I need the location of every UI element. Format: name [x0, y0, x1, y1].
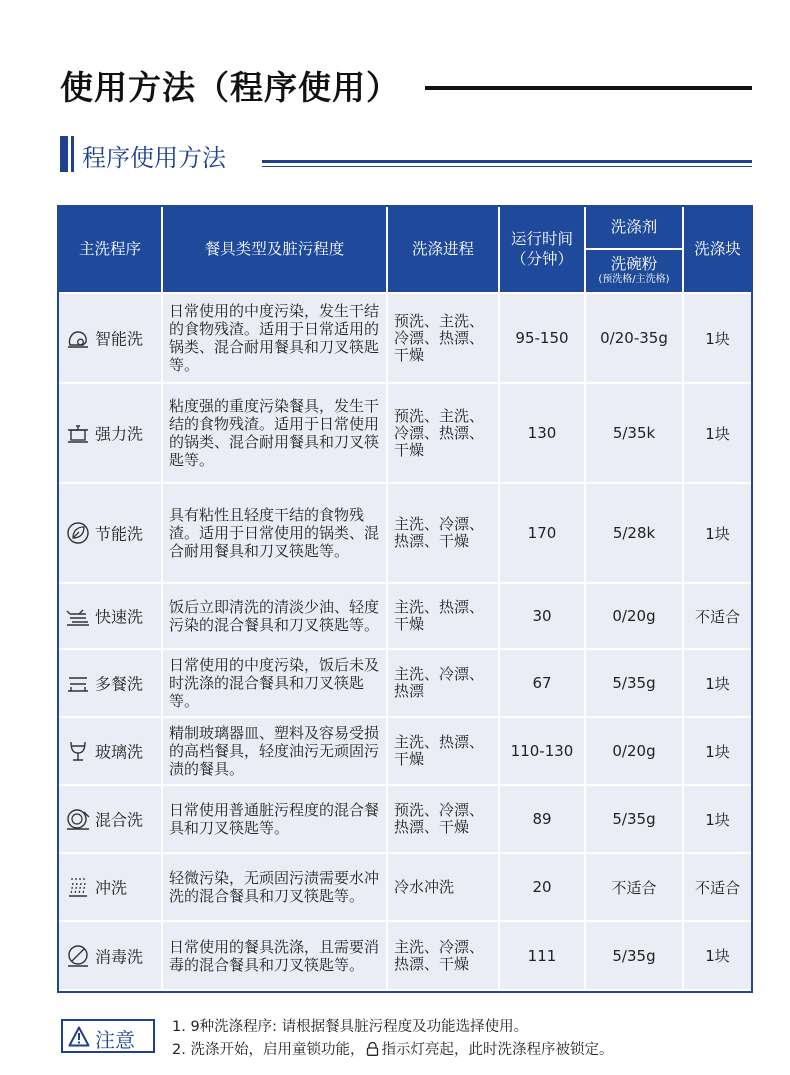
header-time: 运行时间（分钟）: [499, 207, 585, 293]
glass-wash-icon: [65, 738, 91, 764]
program-name: 智能洗: [95, 329, 144, 349]
program-cell: [59, 921, 162, 989]
detergent-block: 不适合: [683, 853, 751, 921]
detergent-block: 1块: [683, 383, 751, 483]
detergent-powder: 0/20-35g: [585, 293, 683, 383]
header-program: 主洗程序: [59, 207, 162, 293]
notice-line-2-end: 指示灯亮起，此时洗涤程序被锁定。: [381, 1042, 614, 1058]
notice-text: [172, 1016, 613, 1062]
multi-meal-wash-icon: [65, 670, 91, 696]
section-rule-thin: [262, 166, 752, 167]
run-time: 89: [499, 785, 585, 853]
tableware-description: 轻微污染，无顽固污渍需要水冲洗的混合餐具和刀叉筷匙等。: [162, 853, 387, 921]
header-detergent: 洗涤剂: [585, 207, 683, 249]
tableware-description: 日常使用的餐具洗涤，且需要消毒的混合餐具和刀叉筷匙等。: [162, 921, 387, 989]
table-row: [59, 583, 751, 649]
wash-process: 主洗、热漂、干燥: [387, 717, 499, 785]
program-name: 强力洗: [95, 424, 144, 444]
program-cell: [59, 717, 162, 785]
detergent-block: 1块: [683, 921, 751, 989]
program-cell: [59, 383, 162, 483]
detergent-powder: 0/20g: [585, 583, 683, 649]
header-powder-note: (预洗格/主洗格): [598, 274, 670, 286]
tableware-description: 日常使用的中度污染，发生干结的食物残渣。适用于日常适用的锅类、混合耐用餐具和刀叉筷匙等。: [162, 293, 387, 383]
wash-process: 预洗、主洗、冷漂、热漂、干燥: [387, 383, 499, 483]
wash-process: 冷水冲洗: [387, 853, 499, 921]
table-row: [59, 717, 751, 785]
program-cell: [59, 649, 162, 717]
notice-line-2: [172, 1039, 613, 1062]
detergent-block: 1块: [683, 483, 751, 583]
tableware-description: 日常使用的中度污染，饭后未及时洗涤的混合餐具和刀叉筷匙等。: [162, 649, 387, 717]
title-rule: [425, 86, 752, 90]
detergent-powder: 5/35g: [585, 649, 683, 717]
wash-process: 主洗、冷漂、热漂: [387, 649, 499, 717]
program-name: 冲洗: [95, 878, 128, 898]
warning-icon: [68, 1026, 90, 1047]
program-name: 玻璃洗: [95, 742, 144, 762]
detergent-block: 1块: [683, 649, 751, 717]
lock-icon: [366, 1042, 379, 1056]
detergent-block: 不适合: [683, 583, 751, 649]
program-cell: [59, 785, 162, 853]
table-row: [59, 921, 751, 989]
tableware-description: 粘度强的重度污染餐具，发生干结的食物残渣。适用于日常使用的锅类、混合耐用餐具和刀叉筷匙等。: [162, 383, 387, 483]
detergent-powder: 0/20g: [585, 717, 683, 785]
section-bar: [60, 136, 68, 172]
program-cell: [59, 293, 162, 383]
notice-label: 注意: [95, 1028, 135, 1052]
rinse-icon: [65, 874, 91, 900]
program-cell: [59, 583, 162, 649]
table-row: [59, 383, 751, 483]
detergent-block: 1块: [683, 717, 751, 785]
detergent-powder: 5/28k: [585, 483, 683, 583]
page-title: 使用方法（程序使用）: [60, 68, 400, 107]
notice-badge: [61, 1019, 155, 1053]
program-cell: [59, 853, 162, 921]
program-name: 消毒洗: [95, 947, 144, 966]
detergent-powder: 5/35g: [585, 921, 683, 989]
table-row: [59, 483, 751, 583]
detergent-powder: 5/35k: [585, 383, 683, 483]
run-time: 111: [499, 921, 585, 989]
header-block: 洗涤块: [683, 207, 751, 293]
header-powder-label: 洗碗粉: [610, 255, 658, 274]
run-time: 130: [499, 383, 585, 483]
header-powder: [585, 249, 683, 293]
section-rule: [262, 160, 752, 163]
header-process: 洗涤进程: [387, 207, 499, 293]
table-row: [59, 853, 751, 921]
mixed-wash-icon: [65, 806, 91, 832]
run-time: 110-130: [499, 717, 585, 785]
table-row: [59, 293, 751, 383]
table-row: [59, 649, 751, 717]
program-name: 节能洗: [95, 524, 144, 544]
section-title: 程序使用方法: [82, 144, 226, 172]
notice-line-2-start: 2. 洗涤开始，启用童锁功能，: [172, 1042, 365, 1058]
smart-wash-icon: [65, 325, 91, 351]
program-name: 快速洗: [95, 607, 144, 627]
wash-process: 预洗、冷漂、热漂、干燥: [387, 785, 499, 853]
detergent-block: 1块: [683, 785, 751, 853]
program-name: 混合洗: [95, 810, 144, 830]
wash-process: 主洗、热漂、干燥: [387, 583, 499, 649]
run-time: 20: [499, 853, 585, 921]
tableware-description: 具有粘性且轻度干结的食物残渣。适用于日常使用的锅类、混合耐用餐具和刀叉筷匙等。: [162, 483, 387, 583]
quick-wash-icon: [65, 603, 91, 629]
wash-process: 主洗、冷漂、热漂、干燥: [387, 483, 499, 583]
run-time: 30: [499, 583, 585, 649]
notice-line-1: 1. 9种洗涤程序: 请根据餐具脏污程度及功能选择使用。: [172, 1019, 529, 1035]
program-name: 多餐洗: [95, 674, 144, 694]
detergent-powder: 不适合: [585, 853, 683, 921]
table-row: [59, 785, 751, 853]
program-table: [59, 207, 751, 989]
intensive-wash-icon: [65, 420, 91, 446]
section-bar-thin: [71, 136, 74, 172]
detergent-powder: 5/35g: [585, 785, 683, 853]
program-cell: [59, 483, 162, 583]
run-time: 95-150: [499, 293, 585, 383]
run-time: 67: [499, 649, 585, 717]
header-tableware: 餐具类型及脏污程度: [162, 207, 387, 293]
tableware-description: 日常使用普通脏污程度的混合餐具和刀叉筷匙等。: [162, 785, 387, 853]
tableware-description: 饭后立即清洗的清淡少油、轻度污染的混合餐具和刀叉筷匙等。: [162, 583, 387, 649]
detergent-block: 1块: [683, 293, 751, 383]
tableware-description: 精制玻璃器皿、塑料及容易受损的高档餐具，轻度油污无顽固污渍的餐具。: [162, 717, 387, 785]
wash-process: 预洗、主洗、冷漂、热漂、干燥: [387, 293, 499, 383]
wash-process: 主洗、冷漂、热漂、干燥: [387, 921, 499, 989]
eco-wash-icon: [65, 520, 91, 546]
sterilize-wash-icon: [65, 943, 91, 969]
run-time: 170: [499, 483, 585, 583]
